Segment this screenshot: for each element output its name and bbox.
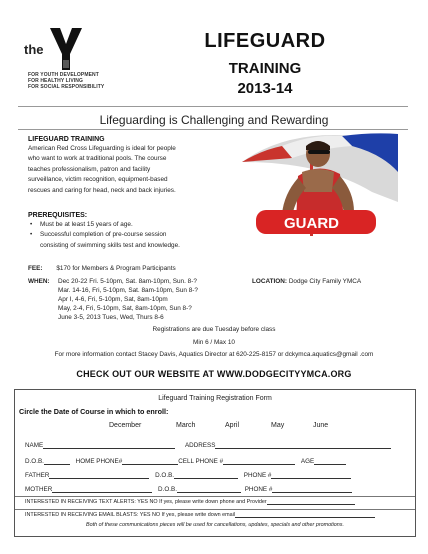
ymca-logo	[22, 24, 88, 74]
lifeguard-photo	[222, 132, 398, 260]
form-divider	[15, 509, 415, 510]
registration-note: Registrations are due Tuesday before class	[152, 326, 276, 333]
page-year: 2013-14	[237, 80, 293, 97]
training-line: American Red Cross Lifeguarding is ideal for people	[28, 145, 176, 152]
father-row	[25, 472, 351, 479]
month-option[interactable]: April	[225, 422, 240, 429]
address-label: ADDRESS	[184, 442, 216, 449]
mother-dob-field[interactable]	[177, 486, 241, 493]
prerequisites-heading: PREREQUISITES:	[28, 212, 88, 219]
website-link[interactable]: CHECK OUT OUR WEBSITE AT WWW.DODGECITYYMCA.ORG	[76, 369, 352, 379]
mother-phone-field[interactable]	[272, 486, 352, 493]
training-line: who want to work at traditional pools. The course	[28, 155, 167, 163]
prerequisite-item: • Must be at least 15 years of age.	[40, 220, 218, 230]
divider	[18, 129, 408, 130]
circle-prompt: Circle the Date of Course in which to enroll:	[19, 407, 169, 416]
form-title: Lifeguard Training Registration Form	[158, 395, 272, 402]
dob-field[interactable]	[44, 458, 70, 465]
email-blasts-question: INTERESTED IN RECEIVING EMAIL BLASTS: YES NO If yes, please write down email	[25, 512, 235, 518]
when-label: WHEN:	[28, 278, 50, 285]
prerequisites-list	[30, 220, 218, 251]
mother-dob-label: D.O.B.	[158, 486, 177, 493]
home-phone-label: HOME PHONE#	[75, 458, 123, 465]
tagline-line: FOR HEALTHY LIVING	[28, 78, 83, 84]
contact-info: For more information contact Stacey Davis, Aquatics Director at 620-225-8157 or dckymca.aquatics@gmail .com	[54, 351, 374, 358]
age-field[interactable]	[314, 458, 346, 465]
dob-label: D.O.B.	[25, 458, 44, 465]
text-alerts-row	[25, 499, 355, 505]
session-item: May, 2-4, Fri, 5-10pm, Sat, 8am-10pm, Sun 8-?	[58, 305, 192, 312]
prerequisites-section	[28, 212, 218, 251]
month-option[interactable]: March	[176, 422, 196, 429]
form-disclaimer: Both of these communications pieces will be used for cancellations, updates, specials and other promotions.	[86, 522, 344, 528]
page-title: LIFEGUARD	[204, 30, 326, 52]
svg-text:the: the	[24, 42, 44, 57]
tagline-line: FOR YOUTH DEVELOPMENT	[28, 72, 99, 78]
father-field[interactable]	[49, 472, 149, 479]
email-field[interactable]	[235, 512, 375, 518]
rescue-tube-text: GUARD	[284, 215, 339, 232]
name-label: NAME	[25, 442, 44, 449]
mother-field[interactable]	[52, 486, 152, 493]
dob-row	[25, 458, 346, 465]
cell-phone-field[interactable]	[223, 458, 295, 465]
prerequisite-text: Successful completion of pre-course session	[40, 231, 167, 239]
cell-phone-label: CELL PHONE #	[178, 458, 224, 465]
page-subtitle: TRAINING	[228, 60, 302, 77]
tagline-line: FOR SOCIAL RESPONSIBILITY	[28, 84, 105, 90]
father-dob-label: D.O.B.	[155, 472, 175, 479]
text-alerts-field[interactable]	[267, 499, 355, 505]
email-blasts-row	[25, 512, 375, 518]
mother-row	[25, 486, 352, 493]
mother-phone-label: PHONE #	[244, 486, 273, 493]
text-alerts-question: INTERESTED IN RECEIVING TEXT ALERTS: YES NO If yes, please write down phone and Provider	[25, 499, 267, 505]
session-item: Mar. 14-16, Fri, 5-10pm, Sat. 8am-10pm, Sun 8-?	[58, 287, 198, 294]
session-item: Apr I, 4-6, Fri, 5-10pm, Sat, 8am-10pm	[58, 296, 168, 303]
age-label: AGE	[300, 458, 315, 465]
prerequisite-text: consisting of swimming skills test and knowledge.	[40, 241, 180, 249]
father-label: FATHER	[25, 472, 50, 479]
registration-form	[14, 389, 416, 537]
prerequisite-item	[40, 230, 218, 251]
fee-label: FEE:	[28, 265, 43, 272]
session-list	[58, 277, 198, 322]
address-field[interactable]	[215, 442, 391, 449]
father-phone-label: PHONE #	[243, 472, 272, 479]
fee-value: $170 for Members & Program Participants	[56, 265, 176, 272]
father-phone-field[interactable]	[271, 472, 351, 479]
name-row	[25, 442, 391, 449]
name-field[interactable]	[43, 442, 175, 449]
month-option[interactable]: May	[271, 422, 285, 429]
training-line: rescues and caring for head, neck and back injuries.	[28, 186, 176, 194]
month-option[interactable]: December	[109, 422, 142, 429]
training-heading: LIFEGUARD TRAINING	[28, 136, 105, 143]
location-value: Dodge City Family YMCA	[288, 278, 362, 285]
mother-label: MOTHER	[25, 486, 53, 493]
form-divider	[15, 496, 415, 497]
father-dob-field[interactable]	[174, 472, 238, 479]
training-line: surveillance, victim recognition, equipment-based	[28, 176, 168, 184]
training-line: teaches professionalism, patron and facility	[28, 165, 151, 173]
location-label: LOCATION:	[252, 278, 288, 285]
training-section	[28, 136, 218, 196]
session-item: June 3-5, 2013 Tues, Wed, Thurs 8-6	[58, 314, 164, 321]
month-option[interactable]: June	[313, 422, 329, 429]
home-phone-field[interactable]	[122, 458, 178, 465]
fee-row	[28, 264, 176, 273]
tagline-heading: Lifeguarding is Challenging and Rewarding	[99, 113, 329, 127]
training-description	[28, 144, 218, 196]
divider	[18, 106, 408, 107]
capacity-note: Min 6 / Max 10	[193, 339, 235, 346]
location-row	[252, 277, 361, 286]
logo-tagline	[28, 72, 104, 90]
session-item: Dec 20-22 Fri. 5-10pm, Sat. 8am-10pm, Sun. 8-?	[58, 278, 197, 285]
